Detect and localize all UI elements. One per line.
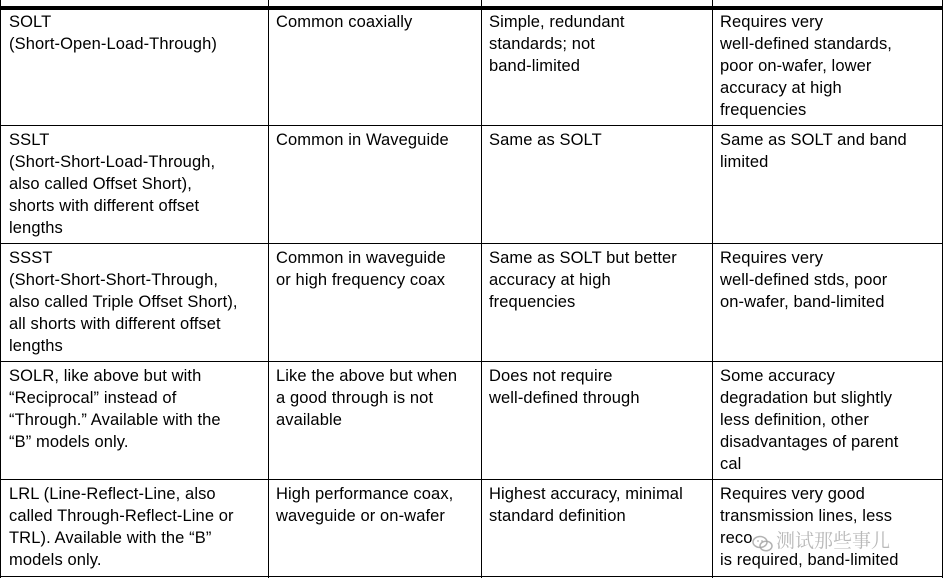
cell-usage: Common in Waveguide bbox=[276, 131, 449, 149]
cell-method: SSST (Short-Short-Short-Through, also called Triple Offset Short), all shorts with different offset lengths bbox=[9, 249, 238, 355]
row-divider bbox=[0, 125, 943, 126]
cell-method: SSLT (Short-Short-Load-Through, also called Offset Short), shorts with different offset lengths bbox=[9, 131, 216, 237]
column-divider bbox=[268, 0, 269, 578]
watermark bbox=[752, 527, 932, 555]
cell-disadvantages: Requires very well-defined standards, poor on-wafer, lower accuracy at high frequencies bbox=[720, 13, 892, 119]
cell-method: SOLT (Short-Open-Load-Through) bbox=[9, 13, 217, 53]
cell-disadvantages: Requires very well-defined stds, poor on-wafer, band-limited bbox=[720, 249, 888, 311]
cell-usage: Like the above but when a good through is not available bbox=[276, 367, 458, 429]
cell-usage: Common in waveguide or high frequency coax bbox=[276, 249, 446, 289]
cell-usage: High performance coax, waveguide or on-wafer bbox=[276, 485, 454, 525]
table-bottom-border bbox=[0, 576, 943, 577]
cell-method: SOLR, like above but with “Reciprocal” instead of “Through.” Available with the “B” models only. bbox=[9, 367, 221, 451]
row-divider bbox=[0, 479, 943, 480]
table-top-border bbox=[0, 6, 943, 10]
cell-advantages: Same as SOLT but better accuracy at high frequencies bbox=[489, 249, 677, 311]
row-divider bbox=[0, 243, 943, 244]
watermark-text: 测试那些事儿 bbox=[776, 530, 891, 552]
cell-disadvantages: Same as SOLT and band limited bbox=[720, 131, 907, 171]
cell-advantages: Highest accuracy, minimal standard definition bbox=[489, 485, 683, 525]
cell-advantages: Does not require well-defined through bbox=[489, 367, 640, 407]
table-right-border bbox=[942, 0, 943, 578]
column-divider bbox=[712, 0, 713, 578]
column-divider bbox=[481, 0, 482, 578]
cell-method: LRL (Line-Reflect-Line, also called Through-Reflect-Line or TRL). Available with the “B” models only. bbox=[9, 485, 234, 569]
cell-disadvantages: Requires very good transmission lines, less reco is required, band-limited bbox=[720, 485, 899, 569]
cell-disadvantages: Some accuracy degradation but slightly less definition, other disadvantages of parent cal bbox=[720, 367, 899, 473]
cell-usage: Common coaxially bbox=[276, 13, 413, 31]
cell-advantages: Same as SOLT bbox=[489, 131, 602, 149]
table-left-border bbox=[0, 0, 1, 578]
row-divider bbox=[0, 361, 943, 362]
wechat-icon bbox=[752, 533, 774, 551]
cell-advantages: Simple, redundant standards; not band-limited bbox=[489, 13, 625, 75]
